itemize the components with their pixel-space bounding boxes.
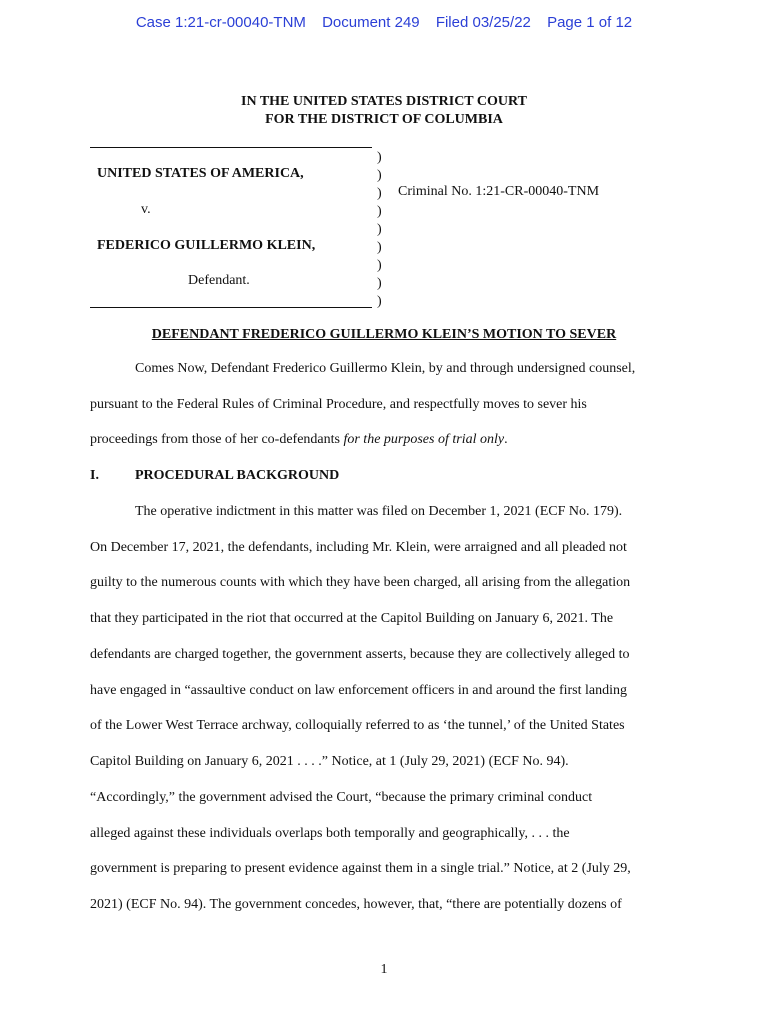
caption-paren: )	[377, 186, 382, 201]
body-line: Capitol Building on January 6, 2021 . . . .” Notice, at 1 (July 29, 2021) (ECF No. 94).	[90, 754, 569, 769]
page-number: 1	[380, 962, 388, 977]
caption-paren: )	[377, 222, 382, 237]
body-line: of the Lower West Terrace archway, colloquially referred to as ‘the tunnel,’ of the United States	[90, 718, 625, 733]
caption-paren: )	[377, 240, 382, 255]
section-number: I.	[90, 468, 99, 483]
caption-defendant: FEDERICO GUILLERMO KLEIN,	[97, 238, 316, 253]
caption-paren: )	[377, 294, 382, 309]
body-line: alleged against these individuals overlaps both temporally and geographically, . . . the	[90, 826, 570, 841]
intro-line: Comes Now, Defendant Frederico Guillermo Klein, by and through undersigned counsel,	[135, 361, 636, 376]
caption-defendant-role: Defendant.	[188, 273, 250, 288]
body-line: “Accordingly,” the government advised the Court, “because the primary criminal conduct	[90, 790, 593, 805]
intro-text: proceedings from those of her co-defendants	[90, 432, 344, 447]
intro-line	[90, 432, 508, 448]
case-number: Case 1:21-cr-00040-TNM	[135, 14, 306, 31]
caption-versus: v.	[141, 202, 151, 217]
caption-paren: )	[377, 258, 382, 273]
filed-date: Filed 03/25/22	[435, 14, 531, 31]
body-line: guilty to the numerous counts with which they have been charged, all arising from the allegation	[90, 575, 631, 590]
court-name: IN THE UNITED STATES DISTRICT COURT	[241, 94, 527, 109]
document-number: Document 249	[322, 14, 420, 31]
court-district: FOR THE DISTRICT OF COLUMBIA	[265, 112, 503, 127]
body-line: 2021) (ECF No. 94). The government concedes, however, that, “there are potentially dozens of	[90, 897, 622, 912]
body-line: government is preparing to present evidence against them in a single trial.” Notice, at 2 (July 29,	[90, 861, 631, 876]
caption-plaintiff: UNITED STATES OF AMERICA,	[97, 166, 304, 181]
caption-paren: )	[377, 276, 382, 291]
body-line: defendants are charged together, the government asserts, because they are collectively alleged to	[90, 647, 630, 662]
body-line: On December 17, 2021, the defendants, including Mr. Klein, were arraigned and all pleaded not	[90, 540, 627, 555]
motion-title: DEFENDANT FREDERICO GUILLERMO KLEIN’S MOTION TO SEVER	[151, 327, 617, 342]
intro-italic-text: for the purposes of trial only	[343, 432, 505, 447]
caption-bottom-rule	[90, 307, 372, 308]
section-heading: PROCEDURAL BACKGROUND	[135, 468, 340, 483]
body-line: have engaged in “assaultive conduct on law enforcement officers in and around the first landing	[90, 683, 627, 698]
page-indicator: Page 1 of 12	[547, 14, 633, 31]
criminal-number: Criminal No. 1:21-CR-00040-TNM	[398, 184, 600, 199]
intro-line: pursuant to the Federal Rules of Criminal Procedure, and respectfully moves to sever his	[90, 397, 587, 412]
intro-period: .	[504, 432, 508, 447]
body-line: The operative indictment in this matter was filed on December 1, 2021 (ECF No. 179).	[135, 504, 623, 519]
caption-top-rule	[90, 147, 372, 148]
body-line: that they participated in the riot that occurred at the Capitol Building on January 6, 2021. The	[90, 611, 614, 626]
caption-paren: )	[377, 168, 382, 183]
caption-paren: )	[377, 204, 382, 219]
ecf-header	[0, 14, 768, 31]
caption-paren: )	[377, 150, 382, 165]
